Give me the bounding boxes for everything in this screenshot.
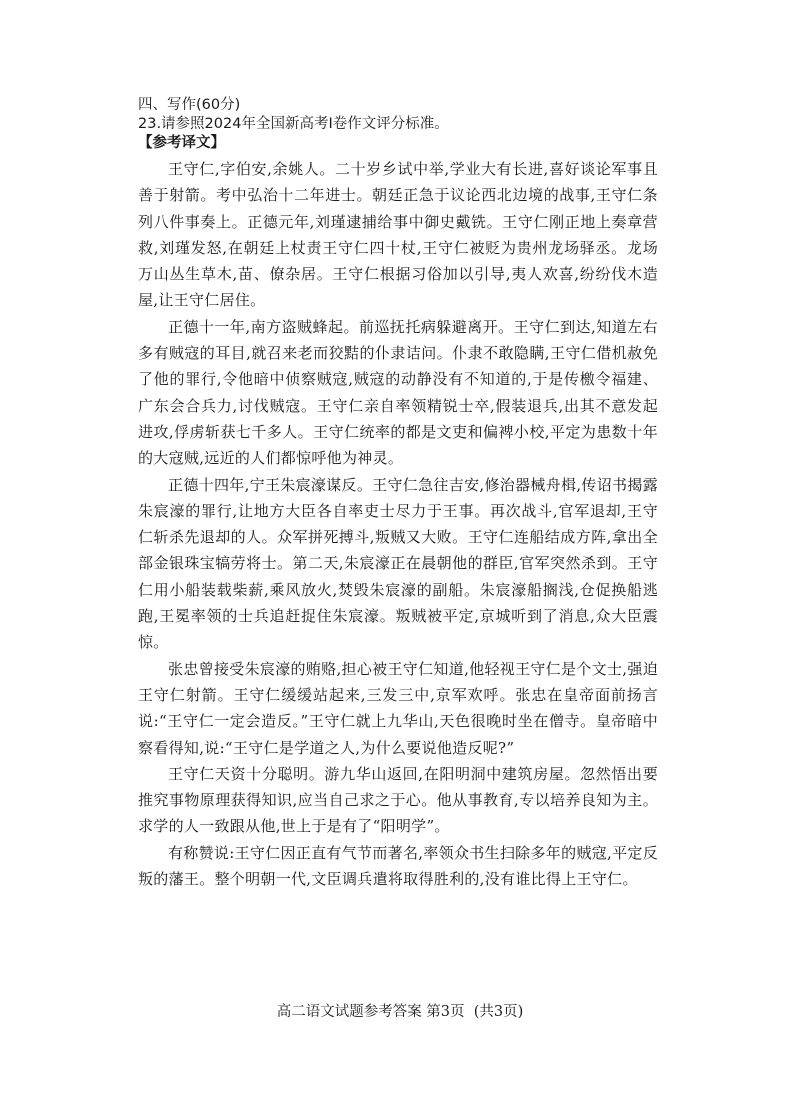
answer-page bbox=[138, 96, 658, 892]
paragraph-1: 王守仁,字伯安,余姚人。二十岁乡试中举,学业大有长进,喜好谈论军事且善于射箭。考中弘治十二年进士。朝廷正急于议论西北边境的战事,王守仁条列八件事奏上。正德元年,刘瑾逮捕给事中御史戴铣。王守仁刚正地上奏章营救,刘瑾发怒,在朝廷上杖责王守仁四十杖,王守仁被贬为贵州龙场驿丞。龙场万山丛生草木,苗、僚杂居。王守仁根据习俗加以引导,夷人欢喜,纷纷伐木造屋,让王守仁居住。 bbox=[138, 160, 658, 310]
paragraph-6: 有称赞说:王守仁因正直有气节而著名,率领众书生扫除多年的贼寇,平定反叛的藩王。整个明朝一代,文臣调兵遣将取得胜利的,没有谁比得上王守仁。 bbox=[138, 843, 658, 889]
paragraph-3: 正德十四年,宁王朱宸濠谋反。王守仁急往吉安,修治器械舟楫,传诏书揭露朱宸濠的罪行,让地方大臣各自率吏士尽力于王事。再次战斗,官军退却,王守仁斩杀先退却的人。众军拼死搏斗,叛贼又大败。王守仁连船结成方阵,拿出全部金银珠宝犒劳将士。第二天,朱宸濠正在晨朝他的群臣,官军突然杀到。王守仁用小船装载柴薪,乘风放火,焚毁朱宸濠的副船。朱宸濠船搁浅,仓促换船逃跑,王冕率领的士兵追赶捉住朱宸濠。叛贼被平定,京城听到了消息,众大臣震惊。 bbox=[138, 475, 658, 652]
question-23: 23.请参照2024年全国新高考Ⅰ卷作文评分标准。 bbox=[138, 116, 449, 132]
translation-body bbox=[138, 156, 658, 892]
paragraph-4: 张忠曾接受朱宸濠的贿赂,担心被王守仁知道,他轻视王守仁是个文士,强迫王守仁射箭。王守仁缓缓站起来,三发三中,京军欢呼。张忠在皇帝面前扬言说:“王守仁一定会造反。”王守仁就上九华山,天色很晚时坐在僧寺。皇帝暗中察看得知,说:“王守仁是学道之人,为什么要说他造反呢?” bbox=[138, 659, 658, 757]
page-footer: 高二语文试题参考答案 第3页 (共3页) bbox=[276, 1004, 524, 1020]
paragraph-2: 正德十一年,南方盗贼蜂起。前巡抚托病躲避离开。王守仁到达,知道左右多有贼寇的耳目,就召来老而狡黠的仆隶诘问。仆隶不敢隐瞒,王守仁借机赦免了他的罪行,令他暗中侦察贼寇,贼寇的动静没有不知道的,于是传檄令福建、广东会合兵力,讨伐贼寇。王守仁亲自率领精锐士卒,假装退兵,出其不意发起进攻,俘虏斩获七千多人。王守仁统率的都是文吏和偏裨小校,平定为患数十年的大寇贼,远近的人们都惊呼他为神灵。 bbox=[138, 317, 658, 468]
section-heading: 四、写作(60分) bbox=[138, 97, 241, 113]
paragraph-5: 王守仁天资十分聪明。游九华山返回,在阳明洞中建筑房屋。忽然悟出要推究事物原理获得知识,应当自己求之于心。他从事教育,专以培养良知为主。求学的人一致跟从他,世上于是有了“阳明学”。 bbox=[138, 764, 658, 836]
reference-translation-title: 【参考译文】 bbox=[138, 135, 225, 151]
